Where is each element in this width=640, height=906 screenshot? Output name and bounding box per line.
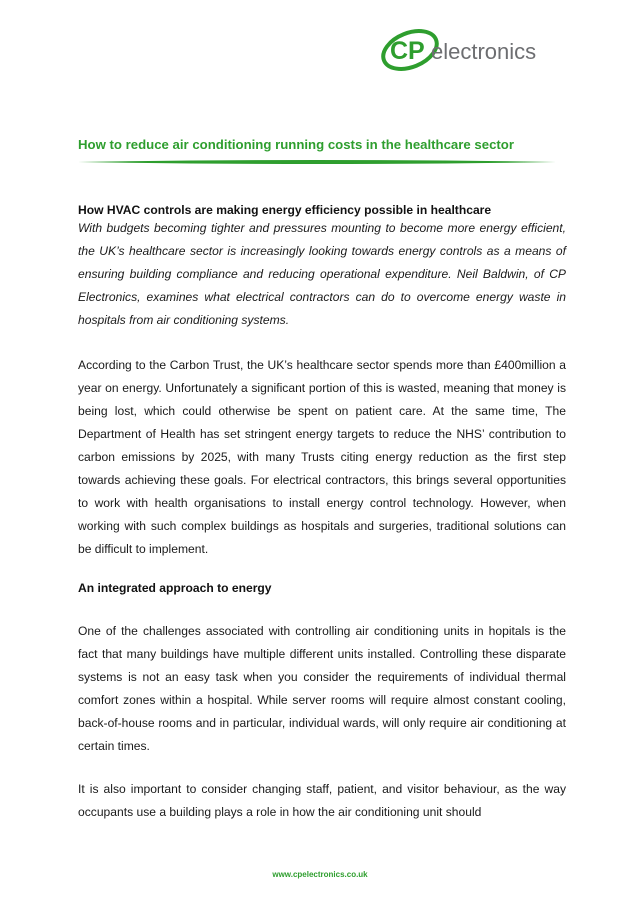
logo-electronics-text: electronics	[431, 39, 537, 64]
footer-website: www.cpelectronics.co.uk	[272, 870, 368, 879]
title-rule	[78, 158, 556, 166]
logo-cp-text: CP	[390, 37, 425, 65]
body-paragraph-1: According to the Carbon Trust, the UK’s healthcare sector spends more than £400million a year on energy. Unfortunately a significant portion of this is wasted, meaning that money is being lost, which could otherwise be spent on patient care. At the same time, The Department of Health has set stringent energy targets to reduce the NHS’ contribution to carbon emissions by 2025, with many Trusts citing energy reduction as the first step towards achieving these goals. For electrical contractors, this brings several opportunities to work with health organisations to install energy control technology. However, when working with such complex buildings as hospitals and surgeries, traditional solutions can be difficult to implement.	[78, 358, 566, 556]
cp-electronics-logo	[376, 20, 556, 80]
article-subtitle: How HVAC controls are making energy efficiency possible in healthcare	[78, 203, 492, 217]
page-title: How to reduce air conditioning running costs in the healthcare sector	[78, 137, 514, 152]
body-paragraph-3: It is also important to consider changing staff, patient, and visitor behaviour, as the way occupants use a building plays a role in how the air conditioning unit should	[78, 782, 566, 819]
section-heading: An integrated approach to energy	[78, 581, 272, 595]
logo-mark	[376, 20, 556, 80]
intro-paragraph: With budgets becoming tighter and pressures mounting to become more energy efficient, the UK’s healthcare sector is increasingly looking towards energy controls as a means of ensuring building compliance and reducing operational expenditure. Neil Baldwin, of CP Electronics, examines what electrical contractors can do to overcome energy waste in hospitals from air conditioning systems.	[78, 221, 566, 327]
body-paragraph-2: One of the challenges associated with controlling air conditioning units in hopitals is the fact that many buildings have multiple different units installed. Controlling these disparate systems is not an easy task when you consider the requirements of individual thermal comfort zones within a hospital. While server rooms will require almost constant cooling, back-of-house rooms and in particular, individual wards, will only require air conditioning at certain times.	[78, 624, 566, 753]
